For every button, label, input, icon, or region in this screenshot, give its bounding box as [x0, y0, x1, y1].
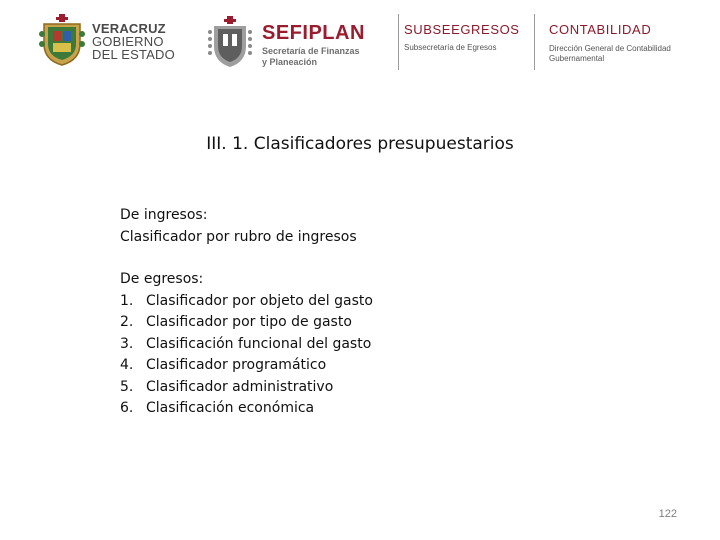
list-item-number: 4. — [120, 357, 134, 373]
veracruz-coat-of-arms-icon — [38, 14, 86, 66]
veracruz-wordmark — [92, 22, 175, 61]
list-item — [120, 355, 680, 377]
header-divider — [534, 14, 535, 70]
slide-title: III. 1. Clasificadores presupuestarios — [206, 134, 514, 154]
header-divider — [398, 14, 399, 70]
list-item-text: Clasificador por objeto del gasto — [146, 292, 373, 309]
sefiplan-title: SEFIPLAN — [262, 22, 365, 44]
list-item — [120, 377, 680, 399]
subsecretaria-subtitle: Subsecretaría de Egresos — [404, 43, 497, 52]
contabilidad-title: CONTABILIDAD — [549, 22, 652, 37]
list-item-number: 1. — [120, 292, 134, 309]
sefiplan-subtitle-line-2: y Planeación — [262, 57, 318, 67]
subsecretaria-title: SUBSEEGRESOS — [404, 22, 520, 37]
list-item — [120, 312, 680, 334]
egresos-heading: De egresos: — [120, 271, 204, 287]
list-item-text: Clasificador por tipo de gasto — [146, 314, 352, 330]
slide-content — [120, 205, 680, 420]
section-spacer — [120, 248, 680, 269]
contabilidad-subtitle-line-2: Gubernamental — [549, 54, 605, 63]
list-item-number: 3. — [120, 335, 134, 352]
list-item-text: Clasificación económica — [146, 400, 315, 416]
header-bar — [0, 0, 720, 90]
list-item-number: 5. — [120, 378, 134, 395]
contabilidad-subtitle — [549, 44, 689, 64]
veracruz-line-2: GOBIERNO — [92, 34, 164, 49]
list-item-text: Clasificador programático — [146, 357, 327, 373]
list-item-text: Clasificación funcional del gasto — [146, 335, 372, 352]
ingresos-text: Clasificador por rubro de ingresos — [120, 228, 357, 245]
list-item — [120, 334, 680, 356]
egresos-list — [120, 291, 680, 420]
list-item — [120, 398, 680, 420]
sefiplan-subtitle — [262, 46, 360, 68]
veracruz-line-1: VERACRUZ — [92, 21, 166, 36]
list-item-number: 2. — [120, 314, 134, 330]
sefiplan-shield-icon — [206, 16, 254, 68]
list-item-text: Clasificador administrativo — [146, 378, 334, 395]
list-item-number: 6. — [120, 400, 134, 416]
veracruz-line-3: DEL ESTADO — [92, 47, 175, 62]
page-number: 122 — [658, 508, 677, 520]
ingresos-heading: De ingresos: — [120, 207, 208, 223]
contabilidad-subtitle-line-1: Dirección General de Contabilidad — [549, 44, 671, 53]
sefiplan-subtitle-line-1: Secretaría de Finanzas — [262, 46, 360, 56]
list-item — [120, 291, 680, 313]
